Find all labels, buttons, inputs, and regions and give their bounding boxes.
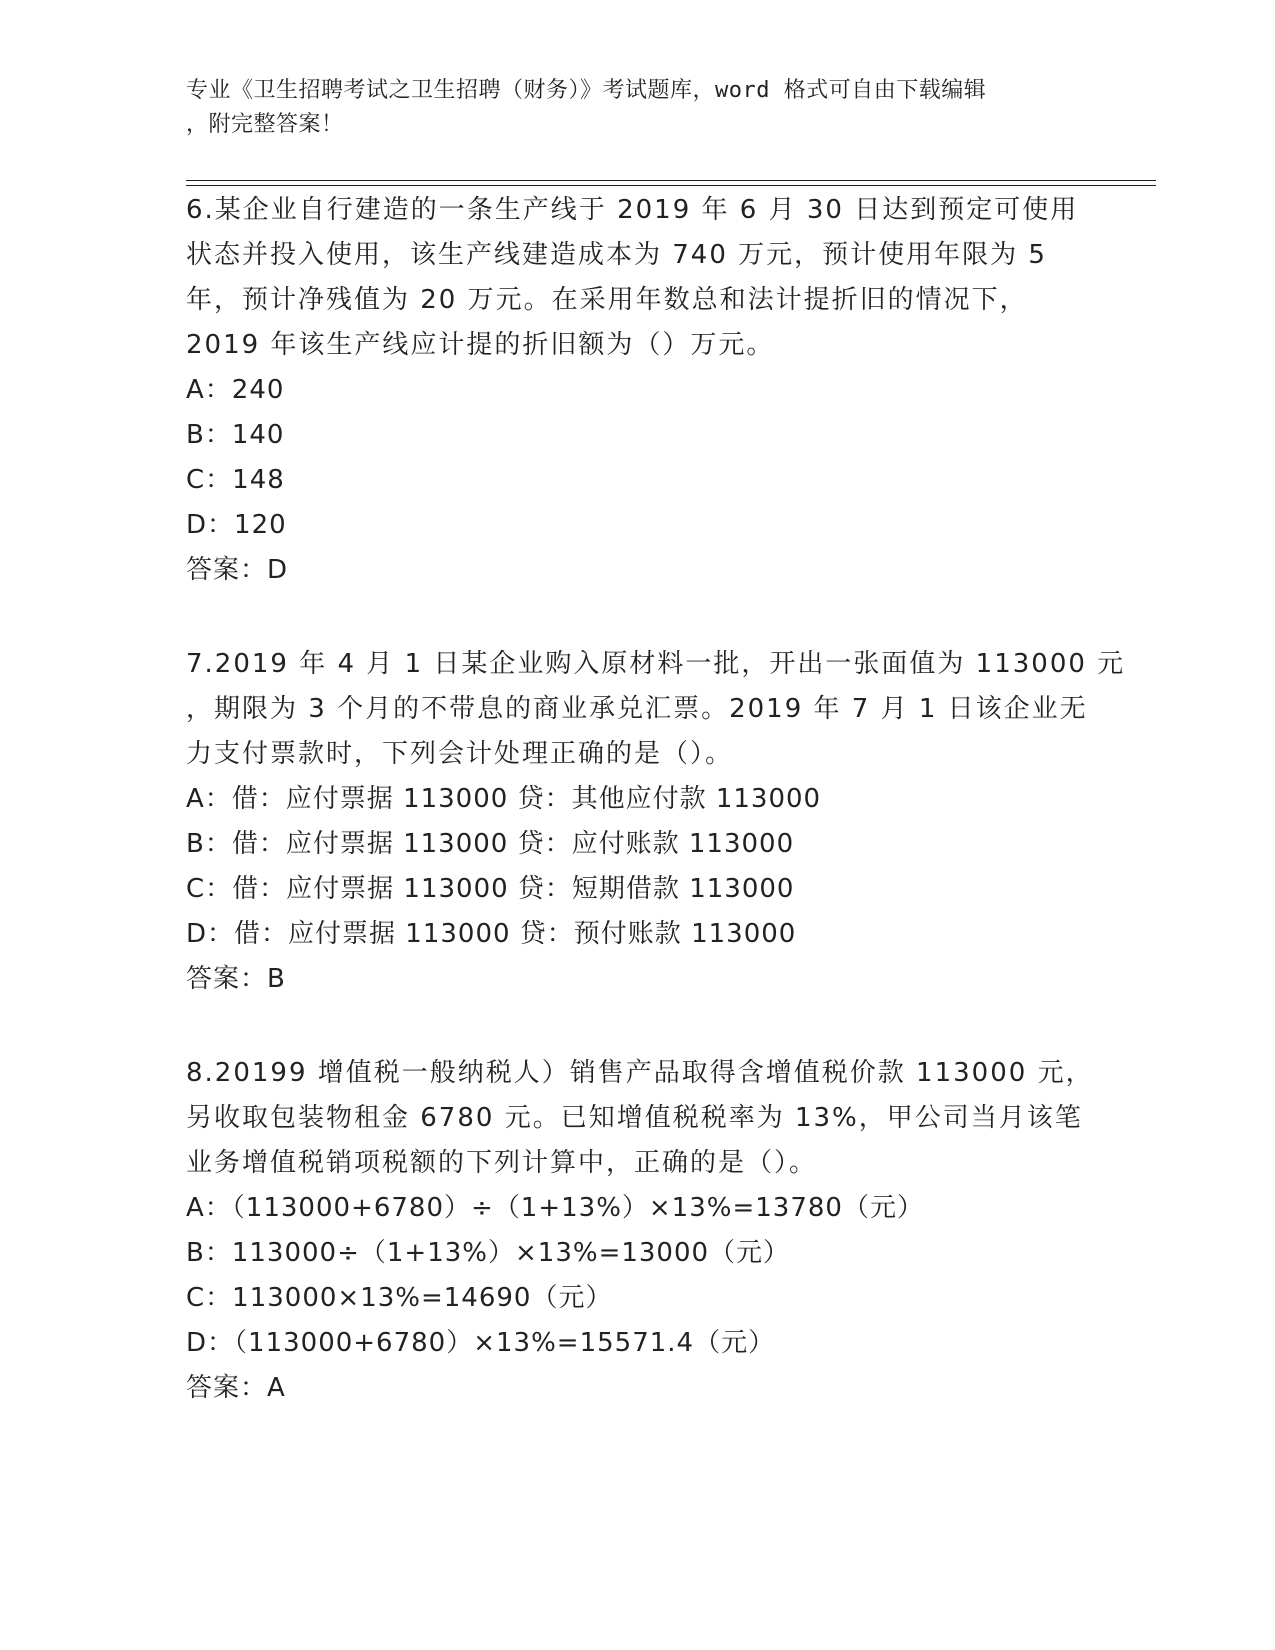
question-stem-line: ，期限为 3 个月的不带息的商业承兑汇票。2019 年 7 月 1 日该企业无 [186, 694, 1088, 724]
answer-line: 答案：B [186, 964, 286, 994]
option-c: C：113000×13%=14690（元） [186, 1283, 613, 1313]
question-6 [186, 188, 1086, 593]
option-d: D：（113000+6780）×13%=15571.4（元） [186, 1328, 776, 1358]
option-c: C：借：应付票据 113000 贷：短期借款 113000 [186, 874, 795, 904]
question-stem-line: 6.某企业自行建造的一条生产线于 2019 年 6 月 30 日达到预定可使用 [186, 195, 1079, 225]
header-divider [186, 185, 1156, 186]
option-b: B：借：应付票据 113000 贷：应付账款 113000 [186, 829, 795, 859]
header-line: 专业《卫生招聘考试之卫生招聘（财务）》考试题库，word 格式可自由下载编辑 [186, 78, 987, 103]
option-b: B：113000÷（1+13%）×13%=13000（元） [186, 1238, 791, 1268]
header-line: ，附完整答案！ [186, 112, 344, 137]
question-7 [186, 642, 1126, 1002]
option-a: A：240 [186, 375, 285, 405]
option-a: A：（113000+6780）÷（1+13%）×13%=13780（元） [186, 1193, 924, 1223]
question-stem-line: 业务增值税销项税额的下列计算中，正确的是（）。 [186, 1148, 818, 1178]
question-8 [186, 1051, 1094, 1411]
option-a: A：借：应付票据 113000 贷：其他应付款 113000 [186, 784, 822, 814]
question-stem-line: 7.2019 年 4 月 1 日某企业购入原材料一批，开出一张面值为 113000 元 [186, 649, 1126, 679]
question-stem-line: 2019 年该生产线应计提的折旧额为（）万元。 [186, 330, 775, 360]
question-stem-line: 状态并投入使用，该生产线建造成本为 740 万元，预计使用年限为 5 [186, 240, 1047, 270]
question-stem-line: 8.20199 增值税一般纳税人）销售产品取得含增值税价款 113000 元， [186, 1058, 1094, 1088]
option-b: B：140 [186, 420, 285, 450]
option-c: C：148 [186, 465, 285, 495]
answer-line: 答案：A [186, 1373, 286, 1403]
question-stem-line: 年，预计净残值为 20 万元。在采用年数总和法计提折旧的情况下， [186, 285, 1028, 315]
document-header [186, 74, 1086, 142]
question-stem-line: 另收取包装物租金 6780 元。已知增值税税率为 13%，甲公司当月该笔 [186, 1103, 1083, 1133]
option-d: D：120 [186, 510, 287, 540]
answer-line: 答案：D [186, 555, 289, 585]
option-d: D：借：应付票据 113000 贷：预付账款 113000 [186, 919, 797, 949]
question-stem-line: 力支付票款时，下列会计处理正确的是（）。 [186, 739, 734, 769]
header-divider [186, 180, 1156, 181]
